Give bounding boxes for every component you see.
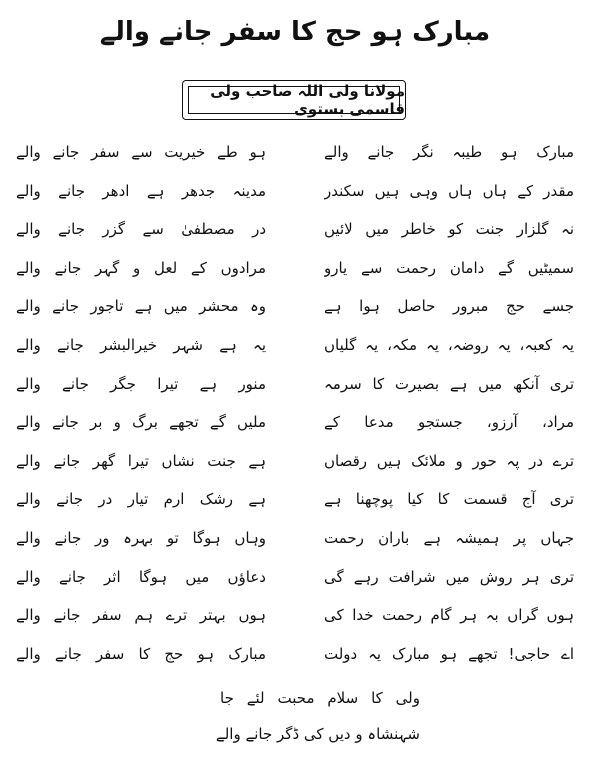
verse xyxy=(0,134,590,173)
hemistich-second: ہے رشک ارم تیار در جانے والے xyxy=(16,490,266,509)
hemistich-first: جسے حج مبرور حاصل ہوا ہے xyxy=(324,297,574,316)
verse xyxy=(0,636,590,675)
hemistich-first: تری آنکھ میں ہے بصیرت کا سرمہ xyxy=(324,374,574,393)
hemistich-second: منور ہے تیرا جگر جانے والے xyxy=(16,374,266,393)
hemistich-first: ہوں گراں بہ ہر گام رحمت خدا کی xyxy=(324,606,574,625)
verse xyxy=(0,597,590,636)
hemistich-first: جہاں پر ہمیشہ ہے باران رحمت xyxy=(324,528,574,547)
hemistich-second: در مصطفیٰ سے گزر جانے والے xyxy=(16,220,266,239)
verse xyxy=(0,288,590,327)
verse xyxy=(0,481,590,520)
hemistich-first: ترے در پہ حور و ملائک ہیں رقصاں xyxy=(324,451,574,470)
hemistich-first: مقدر کے ہاں ہاں وہی ہیں سکندر xyxy=(324,181,574,200)
verse xyxy=(0,173,590,212)
hemistich-second: وہاں ہوگا تو بہرہ ور جانے والے xyxy=(16,528,266,547)
hemistich-first: سمیٹیں گے دامان رحمت سے یارو xyxy=(324,258,574,277)
hemistich-first: اے حاجی! تجھے ہو مبارک یہ دولت xyxy=(324,644,574,663)
hemistich-first: مراد، آرزو، جستجو مدعا کے xyxy=(324,413,574,432)
hemistich-first: نہ گلزار جنت کو خاطر میں لائیں xyxy=(324,220,574,239)
hemistich-second: مدینہ جدھر ہے ادھر جانے والے xyxy=(16,181,266,200)
hemistich-second: یہ ہے شہر خیرالبشر جانے والے xyxy=(16,335,266,354)
hemistich-second: ہے جنت نشاں تیرا گھر جانے والے xyxy=(16,451,266,470)
verse xyxy=(0,366,590,405)
verse xyxy=(0,520,590,559)
hemistich-second: مبارک ہو حج کا سفر جانے والے xyxy=(16,644,266,663)
author-box xyxy=(182,80,406,120)
hemistich-first: یہ کعبہ، یہ روضہ، یہ مکہ، یہ گلیاں xyxy=(324,335,574,354)
hemistich-second: دعاؤں میں ہوگا اثر جانے والے xyxy=(16,567,266,586)
verse xyxy=(0,404,590,443)
poem-title: مبارک ہو حج کا سفر جانے والے xyxy=(99,17,491,47)
closing-line: شہنشاہ و دیں کی ڈگر جانے والے xyxy=(215,725,420,743)
verse xyxy=(0,211,590,250)
verse xyxy=(0,443,590,482)
hemistich-first: مبارک ہو طیبہ نگر جانے والے xyxy=(324,143,574,161)
poem-body xyxy=(0,134,590,674)
hemistich-second: ہو طے خیریت سے سفر جانے والے xyxy=(16,143,266,161)
verse xyxy=(0,559,590,598)
hemistich-second: مرادوں کے لعل و گہر جانے والے xyxy=(16,258,266,277)
author-name: مولانا ولی اللہ صاحب ولی قاسمی بستوی xyxy=(210,82,405,118)
verse xyxy=(0,250,590,289)
hemistich-second: ملیں گے تجھے برگ و بر جانے والے xyxy=(16,413,266,432)
closing-line: ولی کا سلام محبت لئے جا xyxy=(220,689,420,707)
hemistich-first: تری ہر روش میں شرافت رہے گی xyxy=(324,567,574,586)
verse xyxy=(0,327,590,366)
hemistich-first: تری آج قسمت کا کیا پوچھنا ہے xyxy=(324,490,574,509)
hemistich-second: ہوں بہتر ترے ہم سفر جانے والے xyxy=(16,606,266,625)
hemistich-second: وہ محشر میں ہے تاجور جانے والے xyxy=(16,297,266,316)
